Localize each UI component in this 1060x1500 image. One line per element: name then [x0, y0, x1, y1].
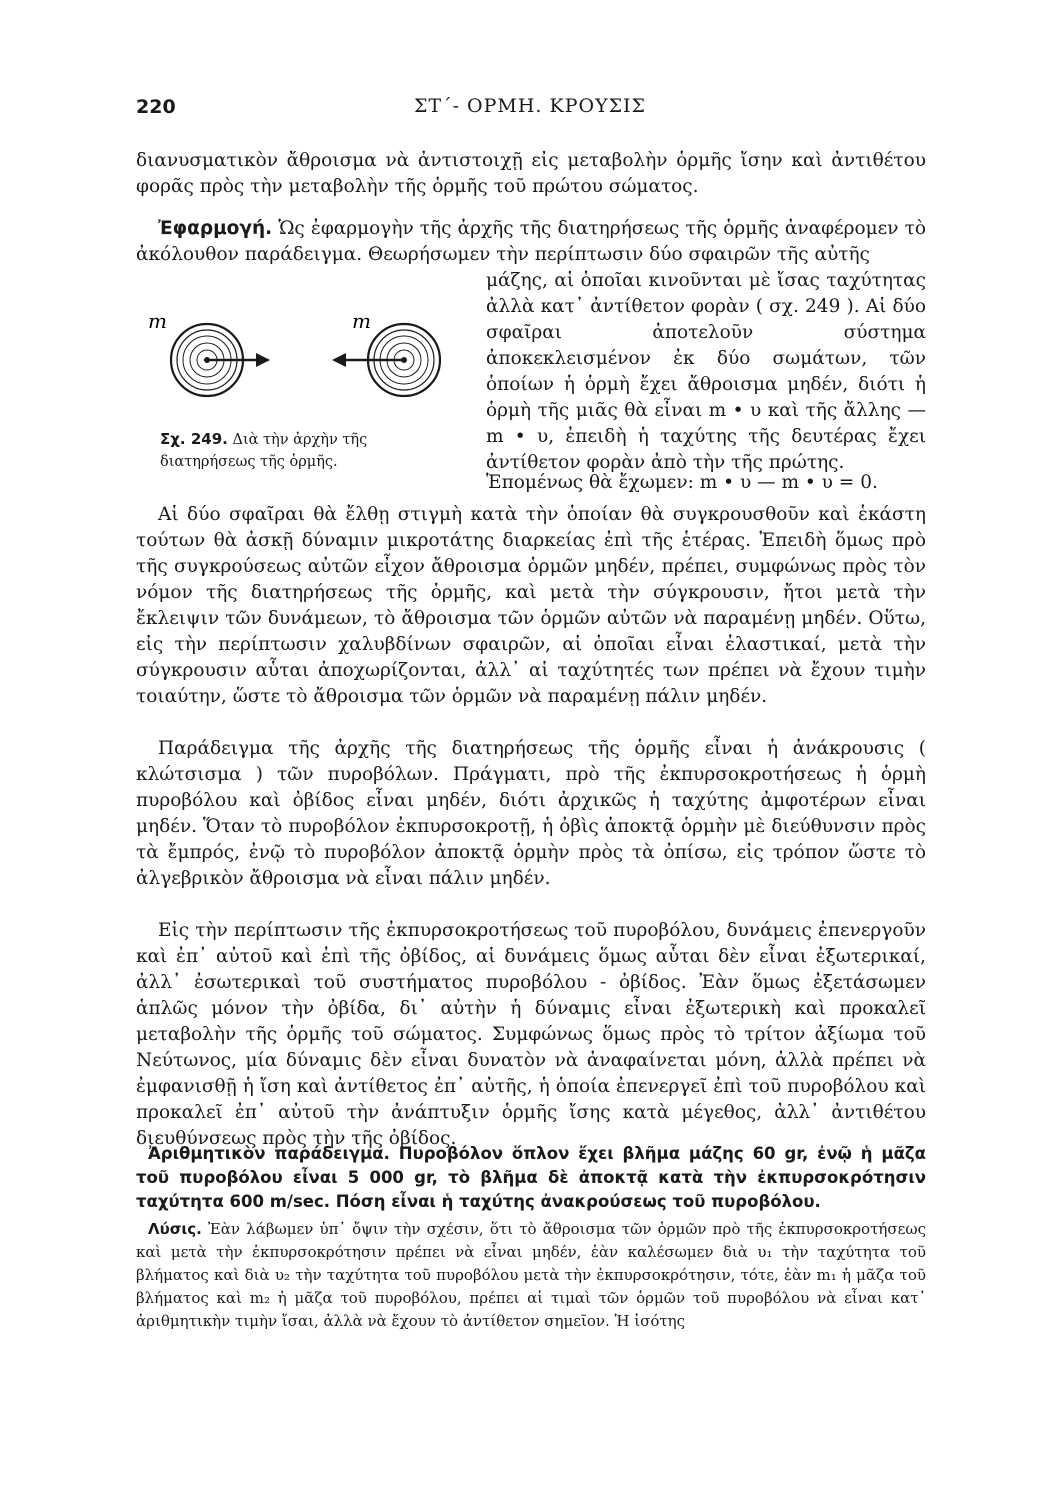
paragraph-collision: Αἱ δύο σφαῖραι θὰ ἔλθῃ στιγμὴ κατὰ τὴν ὁποίαν θὰ συγκρουσθοῦν καὶ ἑκάστη τούτων θὰ ἀσκῇ δύναμιν μικροτάτης διαρκείας ἐπὶ τῆς ἑτέρας. Ἐπειδὴ ὅμως πρὸ τῆς συγκρούσεως αὐτῶν εἶχον ἄθροισμα ὁρμῶν μηδέν, πρέπει, συμφώνως πρὸς τὸν νόμον τῆς διατηρήσεως τῆς ὁρμῆς, καὶ μετὰ τὴν σύγκρουσιν, ἤτοι μετὰ τὴν ἔκλειψιν τῶν δυνάμεων, τὸ ἄθροισμα τῶν ὁρμῶν αὐτῶν νὰ παραμένῃ μηδέν. Οὕτω, εἰς τὴν περίπτωσιν χαλυβδίνων σφαιρῶν, αἱ ὁποῖαι εἶναι ἐλαστικαί, μετὰ τὴν σύγκρουσιν αὗται ἀποχωρίζονται, ἀλλ᾽ αἱ ταχύτητές των πρέπει νὰ ἔχουν τιμὴν τοιαύτην, ὥστε τὸ ἄθροισμα τῶν ὁρμῶν νὰ παραμένῃ πάλιν μηδέν.: [136, 504, 926, 707]
figure-caption: [160, 428, 460, 473]
mass-label-left: m: [148, 309, 167, 333]
page-number: 220: [136, 96, 176, 118]
arrowhead-right: [332, 353, 346, 367]
solution-paragraph: [136, 1218, 926, 1333]
solution-text: Ἐὰν λάβωμεν ὑπ᾽ ὄψιν τὴν σχέσιν, ὅτι τὸ ἄθροισμα τῶν ὁρμῶν πρὸ τῆς ἐκπυρσοκροτήσεως καὶ μετὰ τὴν ἐκπυρσοκρότησιν πρέπει νὰ εἶναι μηδέν, ἐὰν καλέσωμεν διὰ υ₁ τὴν ταχύτητα τοῦ βλήματος καὶ διὰ υ₂ τὴν ταχύτητα τοῦ πυροβόλου μετὰ τὴν ἐκπυρσοκρότησιν, τότε, ἐὰν m₁ ἡ μᾶζα τοῦ βλήματος καὶ m₂ ἡ μᾶζα τοῦ πυροβόλου, πρέπει αἱ τιμαὶ τῶν ὁρμῶν τοῦ πυροβόλου νὰ εἶναι κατ᾽ ἀριθμητικὴν τιμὴν ἴσαι, ἀλλὰ νὰ ἔχουν τὸ ἀντίθετον σημεῖον. Ἡ ἰσότης: [136, 1220, 926, 1330]
figure-caption-text: Διὰ τὴν ἀρχὴν τῆς διατηρήσεως τῆς ὁρμῆς.: [160, 432, 368, 470]
paragraph-recoil: Παράδειγμα τῆς ἀρχῆς τῆς διατηρήσεως τῆς ὁρμῆς εἶναι ἡ ἀνάκρουσις ( κλώτσισμα ) τῶν πυροβόλων. Πράγματι, πρὸ τῆς ἐκπυρσοκροτήσεως ἡ ὁρμὴ πυροβόλου καὶ ὀβίδος εἶναι μηδέν, διότι ἀρχικῶς ἡ ταχύτης ἀμφοτέρων εἶναι μηδέν. Ὅταν τὸ πυροβόλον ἐκπυρσοκροτῇ, ἡ ὀβὶς ἀποκτᾷ ὁρμὴν μὲ διεύθυνσιν πρὸς τὰ ἔμπρός, ἐνῷ τὸ πυροβόλον ἀποκτᾷ ὁρμὴν πρὸς τὰ ὀπίσω, εἰς τρόπον ὥστε τὸ ἀλγεβρικὸν ἄθροισμα νὰ εἶναι πάλιν μηδέν.: [136, 738, 926, 889]
arrowhead-left: [256, 353, 270, 367]
equation-line: Ἑπομένως θὰ ἔχωμεν: m • υ — m • υ = 0.: [486, 472, 878, 493]
figure-caption-label: Σχ. 249.: [160, 430, 228, 448]
intro-paragraph: διανυσματικὸν ἄθροισμα νὰ ἀντιστοιχῇ εἰς μεταβολὴν ὁρμῆς ἴσην καὶ ἀντιθέτου φορᾶς πρὸς τὴν μεταβολὴν τῆς ὁρμῆς τοῦ πρώτου σώματος.: [136, 150, 926, 197]
numerical-example-text: Πυροβόλον ὅπλον ἔχει βλῆμα μάζης 60 gr, ἐνῷ ἡ μᾶζα τοῦ πυροβόλου εἶναι 5 000 gr, τὸ βλῆμα δὲ ἀποκτᾷ κατὰ τὴν ἐκπυρσοκρότησιν ταχύτητα 600 m/sec. Πόση εἶναι ἡ ταχύτης ἀνακρούσεως τοῦ πυροβόλου.: [136, 1144, 926, 1211]
application-paragraph: [136, 216, 926, 268]
solution-label: Λύσις.: [148, 1220, 202, 1238]
paragraph-newton: Εἰς τὴν περίπτωσιν τῆς ἐκπυρσοκροτήσεως τοῦ πυροβόλου, δυνάμεις ἐπενεργοῦν καὶ ἐπ᾽ αὐτοῦ καὶ ἐπὶ τῆς ὀβίδος, αἱ δυνάμεις ὅμως αὗται δὲν εἶναι ἐξωτερικαί, ἀλλ᾽ ἐσωτερικαὶ τοῦ συστήματος πυροβόλου - ὀβίδος. Ἐὰν ὅμως ἐξετάσωμεν ἁπλῶς μόνον τὴν ὀβίδα, δι᾽ αὐτὴν ἡ δύναμις εἶναι ἐξωτερικὴ καὶ προκαλεῖ μεταβολὴν τῆς ὁρμῆς τοῦ σώματος. Συμφώνως ὅμως πρὸς τὸ τρίτον ἀξίωμα τοῦ Νεύτωνος, μία δύναμις δὲν εἶναι δυνατὸν νὰ ἀναφαίνεται μόνη, ἀλλὰ πρέπει νὰ ἐμφανισθῇ ἡ ἴση καὶ ἀντίθετος ἐπ᾽ αὐτῆς, ἡ ὁποία ἐπενεργεῖ ἐπὶ τοῦ πυροβόλου καὶ προκαλεῖ ἐπ᾽ αὐτοῦ τὴν ἀνάπτυξιν ὁρμῆς ἴσης κατὰ μέγεθος, ἀλλ᾽ ἀντιθέτου διευθύνσεως πρὸς τὴν τῆς ὀβίδος.: [136, 920, 926, 1149]
mass-label-right: m: [352, 309, 371, 333]
colliding-spheres-diagram: [136, 300, 476, 430]
running-title: ΣΤ΄- ΟΡΜΗ. ΚΡΟΥΣΙΣ: [413, 95, 646, 117]
application-text-a: Ὡς ἐφαρμογὴν τῆς ἀρχῆς τῆς διατηρήσεως τῆς ὁρμῆς ἀναφέρομεν τὸ ἀκόλουθον παράδειγμα. Θεωρήσωμεν τὴν περίπτωσιν δύο σφαιρῶν τῆς αὐτῆς: [136, 218, 926, 265]
application-heading: Ἐφαρμογή.: [158, 218, 273, 239]
numerical-example-heading: Ἀριθμητικὸν παράδειγμα.: [148, 1144, 390, 1163]
numerical-example: [136, 1142, 926, 1214]
application-text-b: μάζης, αἱ ὁποῖαι κινοῦνται μὲ ἴσας ταχύτητας ἀλλὰ κατ᾽ ἀντίθετον φορὰν ( σχ. 249 ). Αἱ δύο σφαῖραι ἀποτελοῦν σύστημα ἀποκεκλεισμένον ἐκ δύο σωμάτων, τῶν ὁποίων ἡ ὁρμὴ ἔχει ἄθροισμα μηδέν, διότι ἡ ὁρμὴ τῆς μιᾶς θὰ εἶναι m • υ καὶ τῆς ἄλλης — m • υ, ἐπειδὴ ἡ ταχύτης τῆς δευτέρας ἔχει ἀντίθετον φορὰν ἀπὸ τὴν τῆς πρώτης.: [486, 270, 926, 473]
